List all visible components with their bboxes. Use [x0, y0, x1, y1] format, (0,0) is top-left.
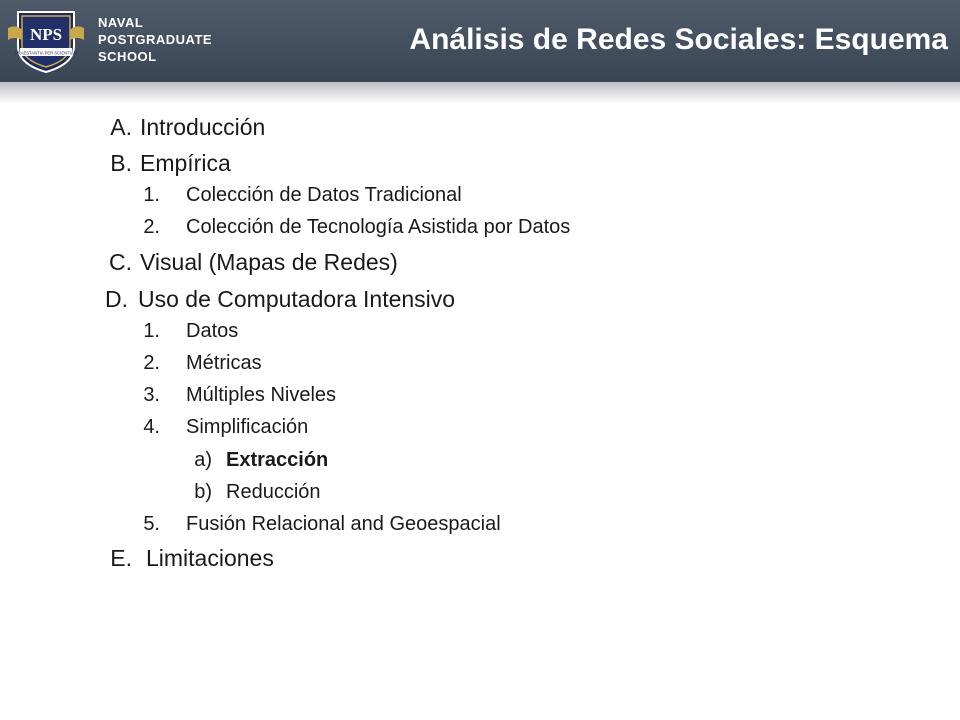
header-bar — [0, 0, 960, 82]
wordmark-line-2: POSTGRADUATE — [98, 32, 213, 47]
outline-marker: 5. — [143, 513, 160, 535]
outline-text: Uso de Computadora Intensivo — [138, 286, 456, 312]
outline-text: Extracción — [226, 449, 329, 471]
outline-marker: C. — [109, 249, 132, 275]
nps-seal-logo — [6, 6, 86, 74]
outline-marker: 4. — [143, 416, 160, 438]
outline-marker: E. — [110, 545, 132, 571]
outline-marker: 2. — [143, 216, 160, 238]
wordmark-line-3: SCHOOL — [98, 49, 157, 64]
outline-text: Introducción — [140, 114, 266, 140]
outline-marker: 1. — [143, 320, 160, 342]
outline-text: Datos — [186, 320, 239, 342]
outline-marker: 3. — [143, 384, 160, 406]
outline-marker: b) — [194, 481, 212, 503]
outline-text: Fusión Relacional and Geoespacial — [186, 513, 501, 535]
wordmark-line-1: NAVAL — [98, 15, 144, 30]
outline-text: Reducción — [226, 481, 321, 503]
header-shadow — [0, 82, 960, 104]
outline-text: Colección de Datos Tradicional — [186, 184, 462, 206]
logo-motto: PRAESTANTIA PER SCIENTIAM — [14, 50, 78, 56]
slide-title: Análisis de Redes Sociales: Esquema — [409, 23, 948, 56]
logo-text: NPS — [29, 25, 63, 44]
outline-marker: 1. — [143, 184, 160, 206]
outline-text: Simplificación — [186, 416, 309, 438]
school-wordmark — [98, 14, 212, 65]
outline-marker: A. — [110, 114, 132, 140]
outline-marker: D. — [105, 286, 128, 312]
outline-marker: B. — [110, 150, 132, 176]
outline-text: Múltiples Niveles — [186, 384, 337, 406]
outline-marker: a) — [194, 449, 212, 471]
outline-text: Colección de Tecnología Asistida por Datos — [186, 216, 571, 238]
outline-text: Empírica — [140, 150, 231, 176]
outline-text: Visual (Mapas de Redes) — [140, 249, 398, 275]
outline-marker: 2. — [143, 352, 160, 374]
outline-text: Métricas — [186, 352, 262, 374]
outline-text: Limitaciones — [146, 545, 274, 571]
